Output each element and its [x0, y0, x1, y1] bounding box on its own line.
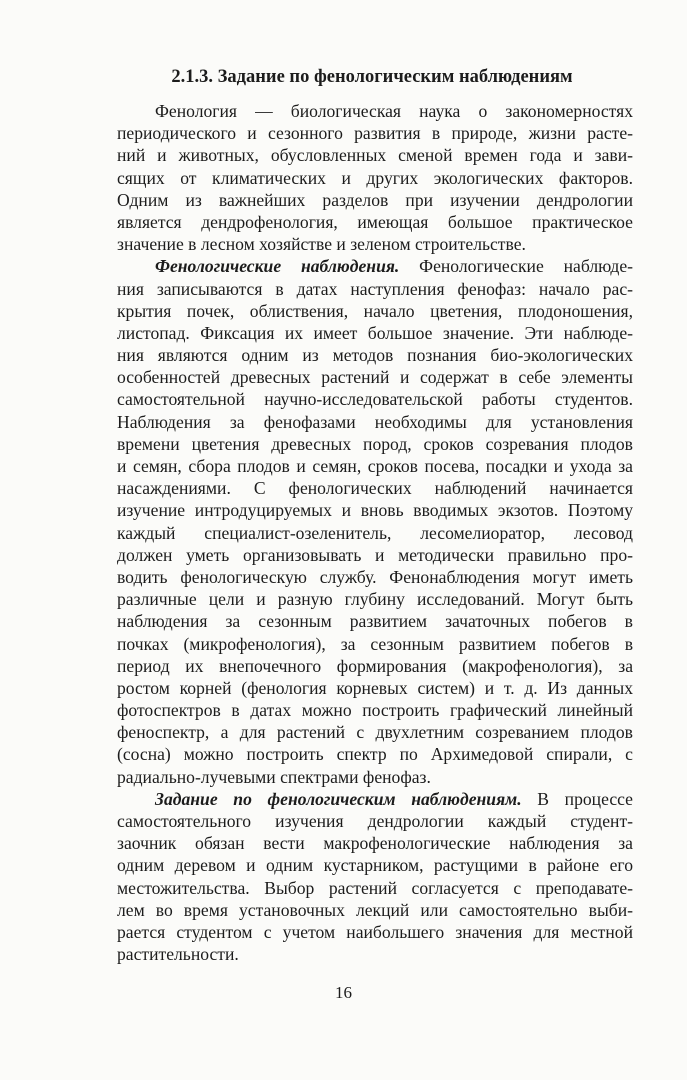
text-line: различные цели и разную глубину исследований. Могут быть — [117, 589, 633, 610]
text-line: времени цветения древесных пород, сроков созревания плодов — [117, 433, 633, 454]
page-body — [117, 100, 633, 965]
paragraph-lead: Задание по фенологическим наблюдениям. — [155, 788, 522, 809]
text-line: особенностей древесных растений и содержат в себе элементы — [117, 367, 633, 388]
text-line: ний и животных, обусловленных сменой времен года и зави- — [117, 145, 633, 166]
text-line: ния являются одним из методов познания био-экологических — [117, 345, 633, 366]
text-line: лем во время установочных лекций или самостоятельно выби- — [117, 899, 633, 920]
text-line: значение в лесном хозяйстве и зеленом строительстве. — [117, 234, 526, 255]
text-line: радиально-лучевыми спектрами фенофаз. — [117, 766, 431, 787]
text-line: каждый специалист-озеленитель, лесомелиоратор, лесовод — [117, 522, 633, 543]
text-line: местожительства. Выбор растений согласуется с преподавате- — [117, 877, 633, 898]
text-line — [117, 788, 633, 810]
text-line: должен уметь организовывать и методически правильно про- — [117, 544, 633, 565]
text-line: растительности. — [117, 944, 239, 965]
text-line: Фенология — биологическая наука о закономерностях — [155, 101, 633, 121]
text-line-rest: Фенологические наблюде- — [399, 256, 634, 277]
text-line: фотоспектров в датах можно построить графический линейный — [117, 700, 633, 721]
text-line: изучение интродуцируемых и вновь вводимых экзотов. Поэтому — [117, 500, 633, 521]
text-line: период их внепочечного формирования (макрофенология), за — [117, 655, 633, 676]
text-line: почках (микрофенология), за сезонным развитием побегов в — [117, 633, 633, 654]
text-line: и семян, сбора плодов и семян, сроков посева, посадки и ухода за — [117, 456, 633, 476]
text-line: заочник обязан вести макрофенологические наблюдения за — [117, 833, 633, 854]
text-line — [117, 255, 633, 277]
text-line: крытия почек, облиствения, начало цветения, плодоношения, — [117, 300, 633, 321]
text-line: наблюдения за сезонным развитием зачаточных побегов в — [117, 611, 633, 632]
text-line: феноспектр, а для растений с двухлетним созреванием плодов — [117, 722, 633, 743]
section-heading: 2.1.3. Задание по фенологическим наблюдениям — [171, 67, 573, 87]
text-line-rest: В процессе — [521, 788, 633, 809]
paragraph-lead: Фенологические наблюдения. — [155, 256, 400, 277]
text-line: листопад. Фиксация их имеет большое значение. Эти наблюде- — [117, 322, 633, 343]
text-line: является дендрофенология, имеющая большое практическое — [117, 211, 633, 232]
text-line: Одним из важнейших разделов при изучении дендрологии — [117, 189, 633, 210]
text-line: ростом корней (фенология корневых систем) и т. д. Из данных — [117, 677, 633, 698]
text-line: рается студентом с учетом наибольшего значения для местной — [117, 921, 633, 942]
text-line: одним деревом и одним кустарником, растущими в районе его — [117, 855, 633, 876]
text-line: водить фенологическую службу. Фенонаблюдения могут иметь — [117, 566, 633, 587]
text-line: Наблюдения за фенофазами необходимы для установления — [117, 411, 633, 432]
text-line: насаждениями. С фенологических наблюдений начинается — [117, 478, 633, 499]
text-line: ния записываются в датах наступления фенофаз: начало рас- — [117, 278, 633, 299]
text-line: сящих от климатических и других экологических факторов. — [117, 167, 633, 188]
text-line: самостоятельного изучения дендрологии каждый студент- — [117, 811, 633, 831]
text-line: самостоятельной научно-исследовательской работы студентов. — [117, 389, 633, 410]
text-line: периодического и сезонного развития в природе, жизни расте- — [117, 123, 633, 144]
page-number: 16 — [335, 983, 352, 1002]
text-line: (сосна) можно построить спектр по Архимедовой спирали, с — [117, 744, 633, 765]
